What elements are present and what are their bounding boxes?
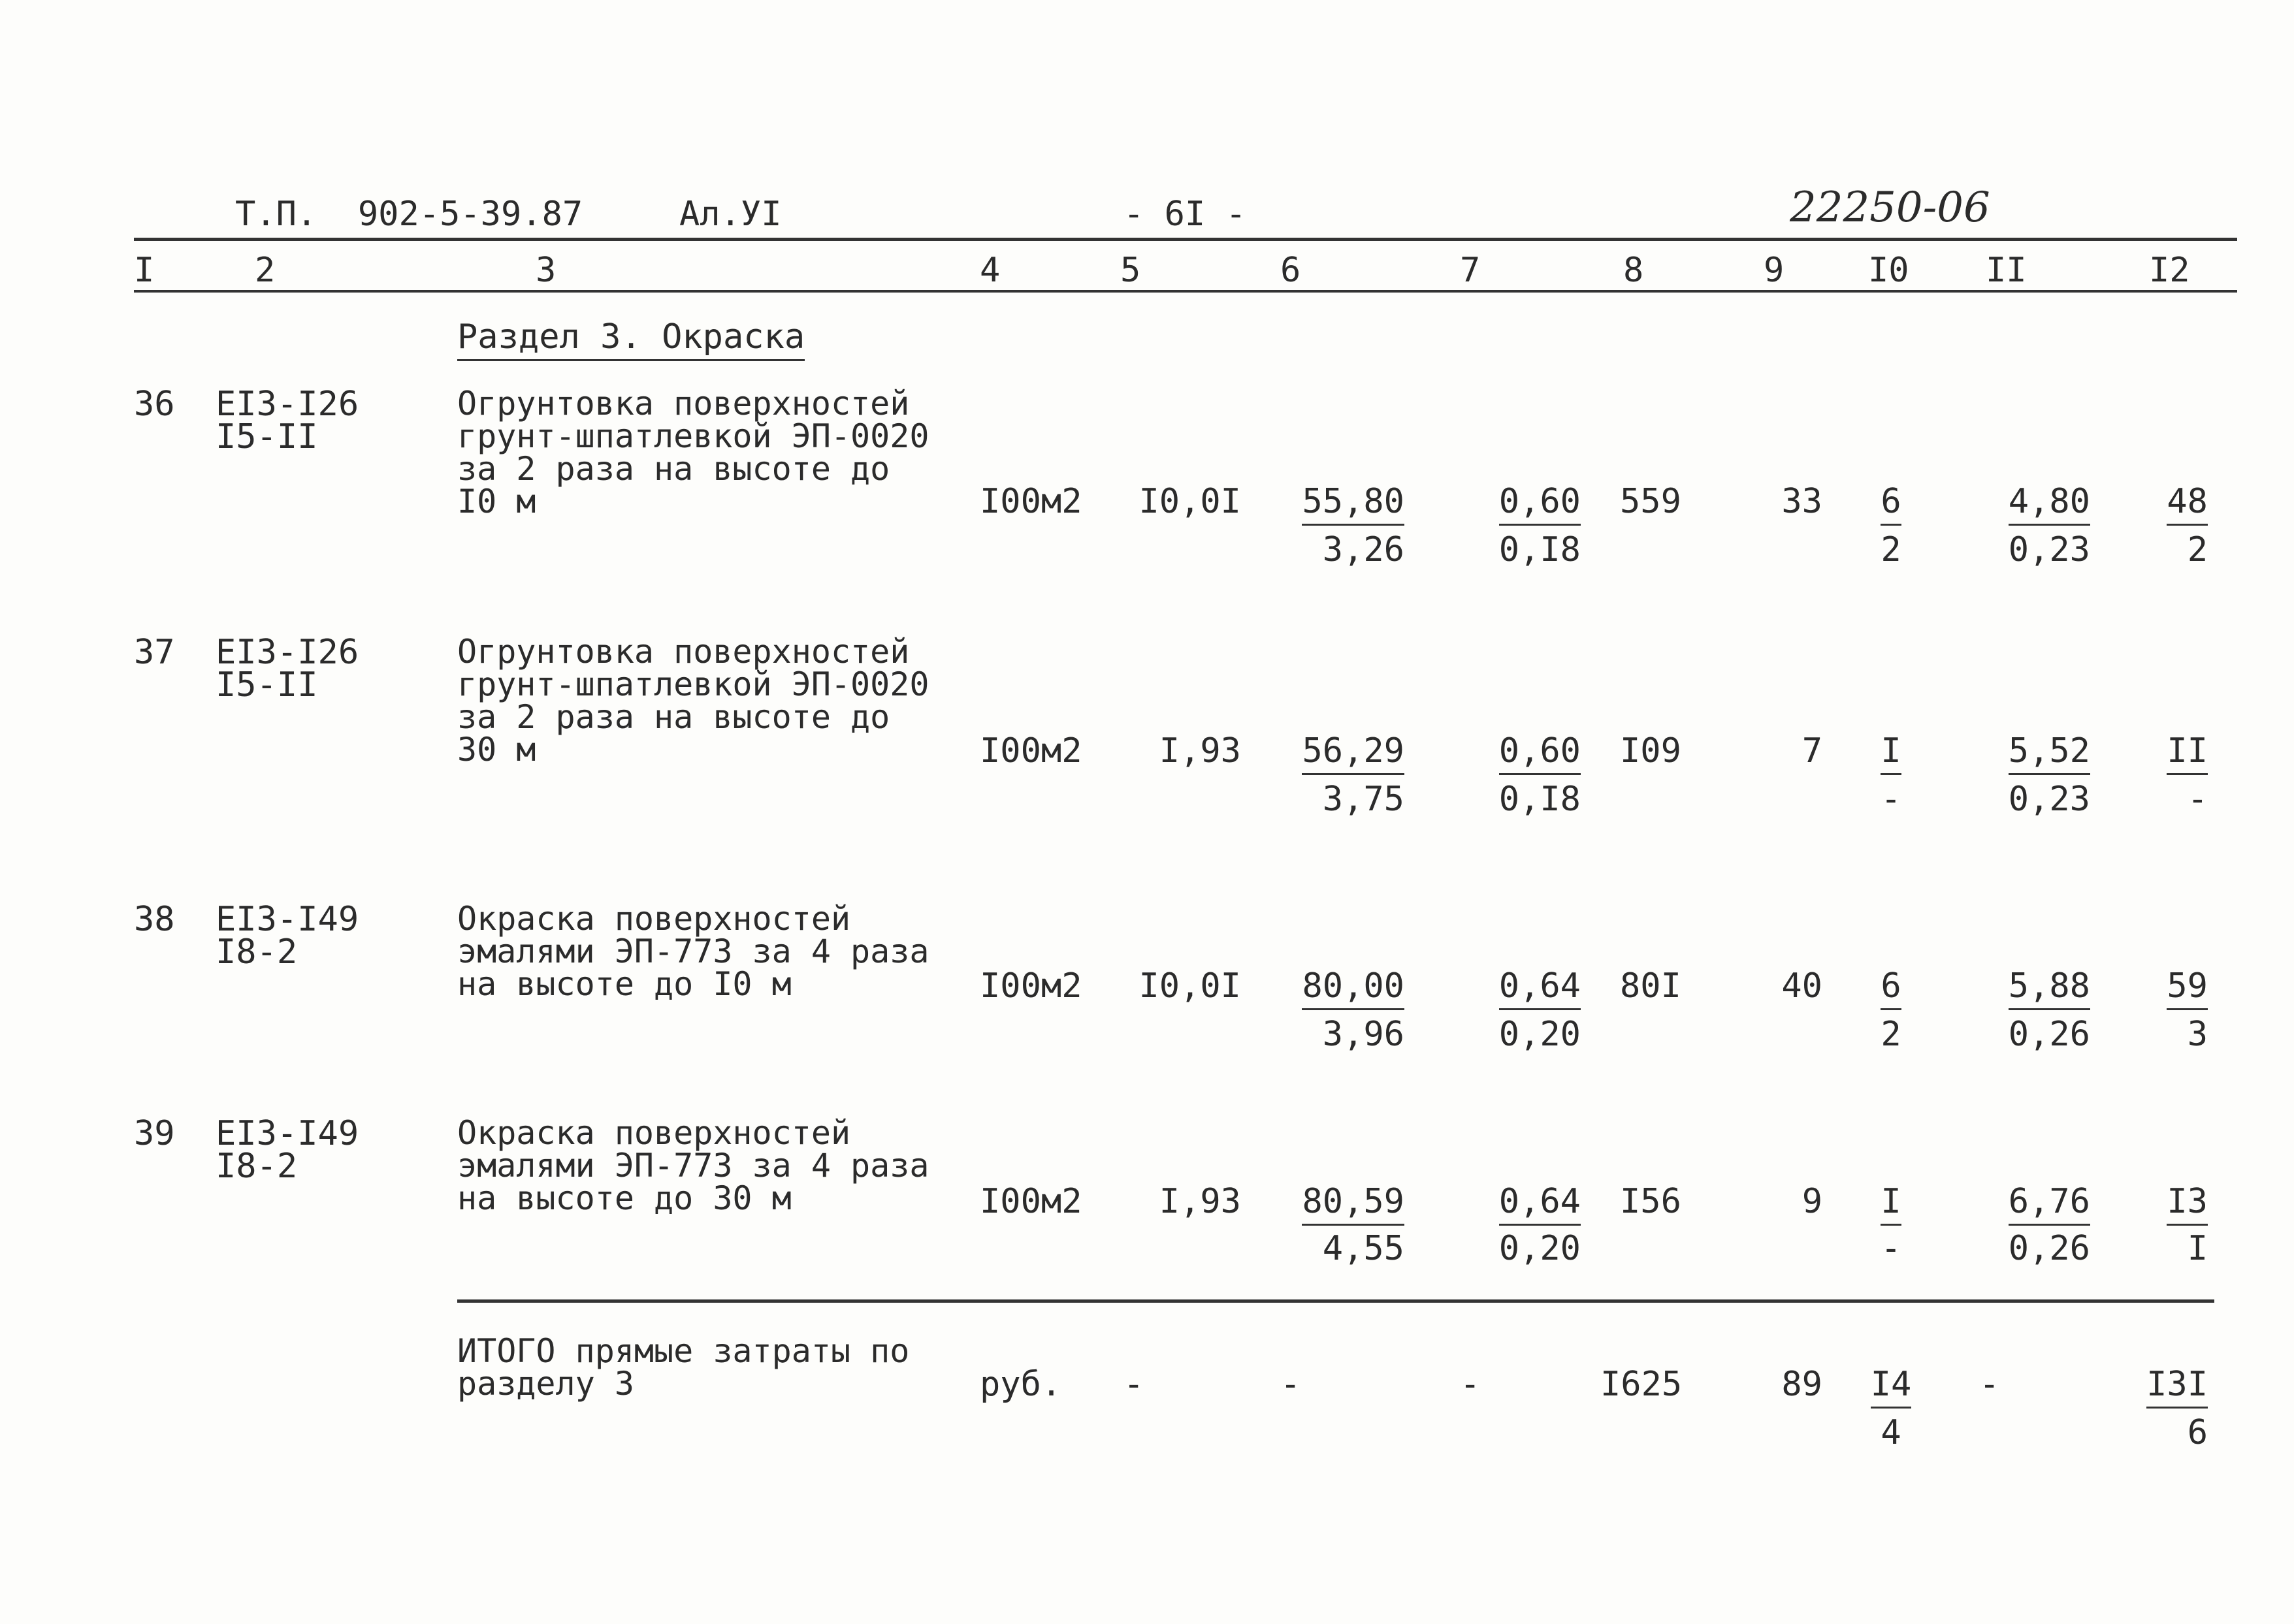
unit: I00м2 [980, 966, 1082, 1006]
total-machine-wage: 2 [1881, 1015, 1901, 1054]
rate-code: EI3-I26 [216, 633, 359, 672]
col-header-10: I0 [1868, 251, 1909, 290]
labour-unit: 4,80 [1986, 485, 2090, 518]
col-header-7: 7 [1460, 251, 1481, 290]
col-header-12: I2 [2149, 251, 2190, 290]
total-cost: I56 [1620, 1182, 1681, 1221]
handwritten-code: 22250-06 [1790, 183, 1990, 232]
rate-code: EI3-I26 [216, 385, 359, 424]
col-header-3: 3 [536, 251, 557, 290]
row-number: 38 [134, 900, 175, 939]
total-cost: 80I [1620, 966, 1681, 1006]
machine-cost: 0,64 [1463, 1185, 1581, 1218]
unit: I00м2 [980, 482, 1082, 521]
unit-cost: 55,80 [1280, 485, 1404, 518]
total-machine: 6 [1858, 969, 1924, 1003]
work-description: Окраска поверхностей эмалями ЭП-773 за 4 раза на высоте до I0 м [457, 900, 929, 1003]
labour-total-machine: - [2187, 780, 2208, 819]
total-wage: 7 [1801, 731, 1822, 771]
machine-cost: 0,60 [1463, 485, 1581, 518]
total-machine-cost: - [1460, 1365, 1481, 1404]
col-header-4: 4 [980, 251, 1001, 290]
total-cost-sum: I625 [1600, 1365, 1683, 1404]
total-machine-sum: I4 [1858, 1367, 1924, 1401]
unit-wage: 3,75 [1322, 780, 1404, 819]
machine-wage: 0,I8 [1498, 530, 1581, 569]
unit-wage: 3,96 [1322, 1015, 1404, 1054]
labour-unit: 5,88 [1986, 969, 2090, 1003]
labour-unit-machine: 0,23 [2008, 530, 2090, 569]
total-machine: 6 [1858, 485, 1924, 518]
col-header-8: 8 [1623, 251, 1644, 290]
col-header-1: I [134, 251, 155, 290]
total-description: ИТОГО прямые затраты по разделу 3 [457, 1332, 910, 1403]
quantity: I0,0I [1139, 966, 1241, 1006]
rate-subcode: I5-II [216, 417, 318, 456]
total-wage: 33 [1781, 482, 1822, 521]
row-number: 37 [134, 633, 175, 672]
unit-cost: 80,59 [1280, 1185, 1404, 1218]
album-number: Ал.УI [679, 195, 782, 234]
unit-cost: 56,29 [1280, 734, 1404, 768]
machine-wage: 0,20 [1498, 1229, 1581, 1268]
labour-total: I3 [2136, 1185, 2208, 1218]
rate-subcode: I8-2 [216, 932, 298, 972]
total-machine-wage-sum: 4 [1881, 1413, 1901, 1452]
quantity: I,93 [1159, 731, 1241, 771]
work-description: Огрунтовка поверхностей грунт-шпатлевкой ЭП-0020 за 2 раза на высоте до I0 м [457, 385, 929, 520]
machine-cost: 0,64 [1463, 969, 1581, 1003]
total-quantity: - [1123, 1365, 1144, 1404]
total-machine-wage: 2 [1881, 530, 1901, 569]
total-machine: I [1858, 1185, 1924, 1218]
labour-total: II [2136, 734, 2208, 768]
row-number: 39 [134, 1114, 175, 1153]
labour-total: 59 [2136, 969, 2208, 1003]
total-cost: I09 [1620, 731, 1681, 771]
machine-wage: 0,I8 [1498, 780, 1581, 819]
col-header-5: 5 [1120, 251, 1141, 290]
total-wage: 40 [1781, 966, 1822, 1006]
unit: I00м2 [980, 1182, 1082, 1221]
unit: I00м2 [980, 731, 1082, 771]
total-unit-cost: - [1280, 1365, 1301, 1404]
unit-cost: 80,00 [1280, 969, 1404, 1003]
total-labour-sum: I3I [2136, 1367, 2208, 1401]
document-number: Т.П. 902-5-39.87 [235, 195, 583, 234]
work-description: Огрунтовка поверхностей грунт-шпатлевкой ЭП-0020 за 2 раза на высоте до 30 м [457, 633, 929, 769]
quantity: I,93 [1159, 1182, 1241, 1221]
row-number: 36 [134, 385, 175, 424]
unit-wage: 4,55 [1322, 1229, 1404, 1268]
machine-cost: 0,60 [1463, 734, 1581, 768]
total-machine-wage: - [1881, 780, 1901, 819]
quantity: I0,0I [1139, 482, 1241, 521]
col-header-11: II [1986, 251, 2027, 290]
rate-code: EI3-I49 [216, 1114, 359, 1153]
total-wage-sum: 89 [1781, 1365, 1822, 1404]
total-wage: 9 [1801, 1182, 1822, 1221]
total-machine: I [1858, 734, 1924, 768]
col-header-9: 9 [1764, 251, 1785, 290]
labour-total: 48 [2136, 485, 2208, 518]
total-labour-machine-sum: 6 [2187, 1413, 2208, 1452]
section-title: Раздел 3. Окраска [457, 320, 805, 354]
labour-unit: 6,76 [1986, 1185, 2090, 1218]
work-description: Окраска поверхностей эмалями ЭП-773 за 4 раза на высоте до 30 м [457, 1114, 929, 1217]
labour-unit-machine: 0,26 [2008, 1015, 2090, 1054]
header-top-rule [134, 238, 2237, 241]
col-header-6: 6 [1280, 251, 1301, 290]
unit-wage: 3,26 [1322, 530, 1404, 569]
header-bottom-rule [134, 290, 2237, 293]
labour-total-machine: I [2187, 1229, 2208, 1268]
labour-unit: 5,52 [1986, 734, 2090, 768]
rate-subcode: I8-2 [216, 1147, 298, 1186]
total-cost: 559 [1620, 482, 1681, 521]
total-unit: руб. [980, 1365, 1062, 1404]
col-header-2: 2 [255, 251, 276, 290]
machine-wage: 0,20 [1498, 1015, 1581, 1054]
total-rule [457, 1299, 2214, 1303]
total-machine-wage: - [1881, 1229, 1901, 1268]
labour-unit-machine: 0,23 [2008, 780, 2090, 819]
labour-unit-machine: 0,26 [2008, 1229, 2090, 1268]
labour-total-machine: 2 [2187, 530, 2208, 569]
labour-total-machine: 3 [2187, 1015, 2208, 1054]
total-labour-unit: - [1979, 1365, 2000, 1404]
rate-subcode: I5-II [216, 665, 318, 705]
page-number: - 6I - [1123, 195, 1246, 234]
rate-code: EI3-I49 [216, 900, 359, 939]
